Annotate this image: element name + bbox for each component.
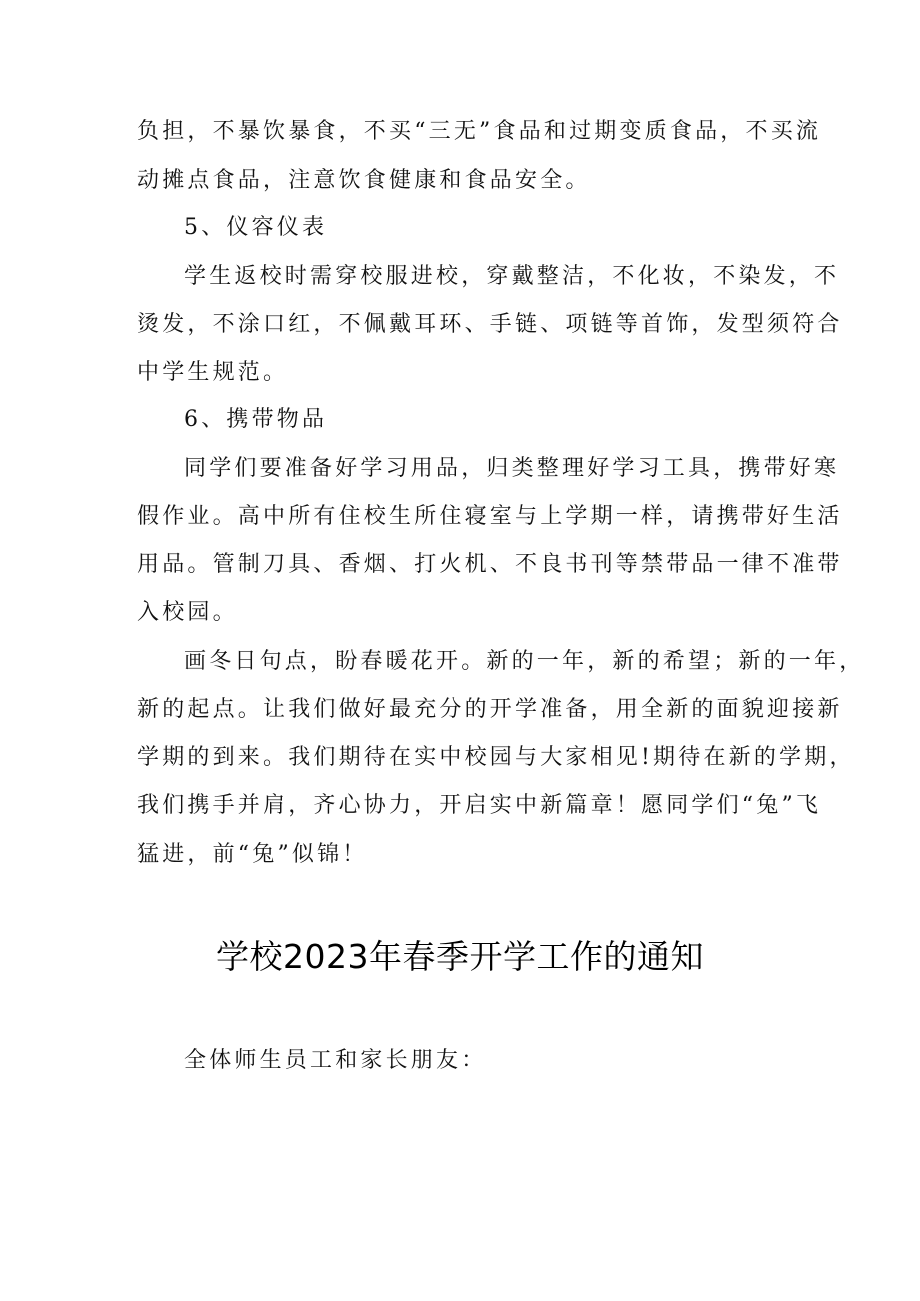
section-heading: 5、仪容仪表	[184, 215, 328, 240]
paragraph-line: 猛进，前“兔”似锦！	[137, 842, 368, 867]
paragraph-line: 同学们要准备好学习用品，归类整理好学习工具，携带好寒	[184, 456, 840, 481]
section-heading: 6、携带物品	[184, 407, 328, 432]
notice-title: 学校2023年春季开学工作的通知	[216, 937, 704, 976]
paragraph-line: 学期的到来。我们期待在实中校园与大家相见!期待在新的学期，	[137, 745, 855, 770]
paragraph-line: 中学生规范。	[137, 360, 289, 385]
paragraph-line: 动摊点食品，注意饮食健康和食品安全。	[137, 168, 591, 193]
paragraph-line: 假作业。高中所有住校生所住寝室与上学期一样，请携带好生活	[137, 504, 843, 529]
salutation: 全体师生员工和家长朋友：	[184, 1048, 487, 1073]
paragraph-line: 我们携手并肩，齐心协力，开启实中新篇章！愿同学们“兔”飞	[137, 793, 822, 818]
paragraph-line: 用品。管制刀具、香烟、打火机、不良书刊等禁带品一律不准带	[137, 552, 843, 577]
paragraph-line: 负担，不暴饮暴食，不买“三无”食品和过期变质食品，不买流	[137, 119, 822, 144]
paragraph-line: 学生返校时需穿校服进校，穿戴整洁，不化妆，不染发，不	[184, 264, 840, 289]
paragraph-line: 新的起点。让我们做好最充分的开学准备，用全新的面貌迎接新	[137, 697, 843, 722]
paragraph-line: 入校园。	[137, 600, 238, 625]
paragraph-line: 画冬日句点，盼春暖花开。新的一年，新的希望；新的一年，	[184, 649, 865, 674]
paragraph-line: 烫发，不涂口红，不佩戴耳环、手链、项链等首饰，发型须符合	[137, 312, 843, 337]
